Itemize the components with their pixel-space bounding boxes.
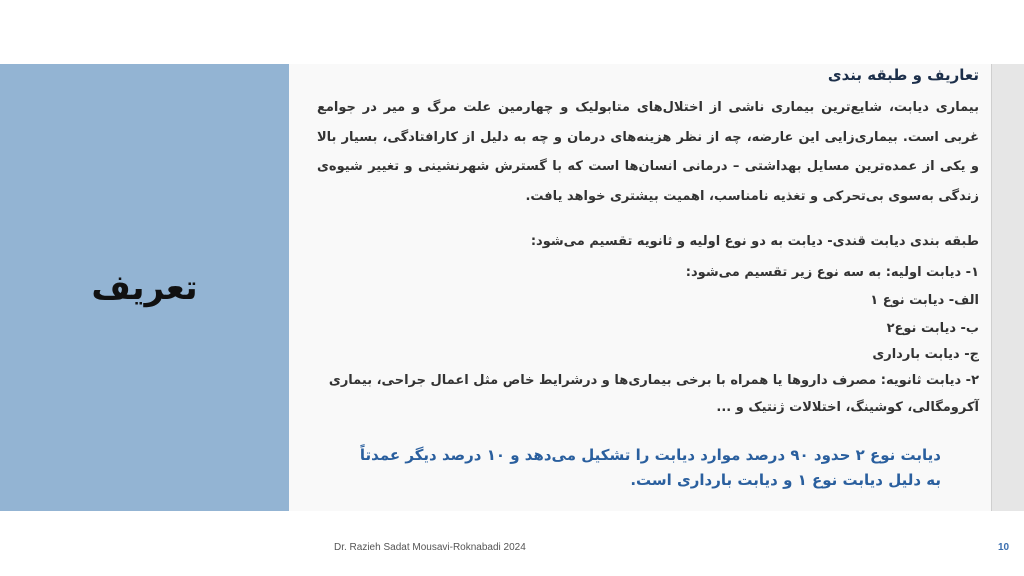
doc-paragraph: بیماری دیابت، شایع‌ترین بیماری ناشی از اختلال‌های متابولیک و چهارمین علت مرگ و میر در جوامع غربی است. بیماری‌زایی این عارضه، چه از نظر هزینه‌های درمان و چه به دلیل از کارافتادگی، بسیار بالا و یکی از عمده‌ترین مسایل بهداشتی – درمانی انسان‌ها است که با گسترش شهرنشینی و تغییر شیوه‌ی زندگی به‌سوی بی‌تحرکی و تغذیه نامناسب، اهمیت بیشتری خواهد یافت. [317, 100, 979, 204]
list-item-secondary: ۲- دیابت ثانویه: مصرف داروها یا همراه با برخی بیماری‌ها و درشرایط خاص مثل اعمال جراحی، بیماری [328, 373, 979, 388]
list-subitem-gestational: ج- دیابت بارداری [872, 347, 979, 362]
list-subitem-type1: الف- دیابت نوع ۱ [870, 293, 979, 308]
slide-title: تعریف [91, 267, 198, 308]
strip-divider [991, 64, 992, 511]
summary-note: دیابت نوع ۲ حدود ۹۰ درصد موارد دیابت را تشکیل می‌دهد و ۱۰ درصد دیگر عمدتاً به دلیل دیابت نوع ۱ و دیابت بارداری است. [359, 446, 941, 489]
classification-intro: طبقه بندی دیابت قندی- دیابت به دو نوع اولیه و ثانویه تقسیم می‌شود: [530, 234, 979, 249]
list-subitem-type2: ب- دیابت نوع۲ [886, 321, 979, 336]
side-strip [991, 64, 1024, 511]
page-number: 10 [998, 542, 1010, 553]
footer-author: Dr. Razieh Sadat Mousavi-Roknabadi 2024 [334, 542, 526, 553]
list-item-secondary-cont: آکرومگالی، کوشینگ، اختلالات ژنتیک و ... [716, 400, 979, 415]
content-panel [289, 64, 991, 511]
doc-heading: تعاریف و طبقه بندی [827, 66, 979, 84]
title-panel [0, 64, 289, 511]
list-item-primary: ۱- دیابت اولیه: به سه نوع زیر تقسیم می‌شود: [685, 265, 979, 280]
